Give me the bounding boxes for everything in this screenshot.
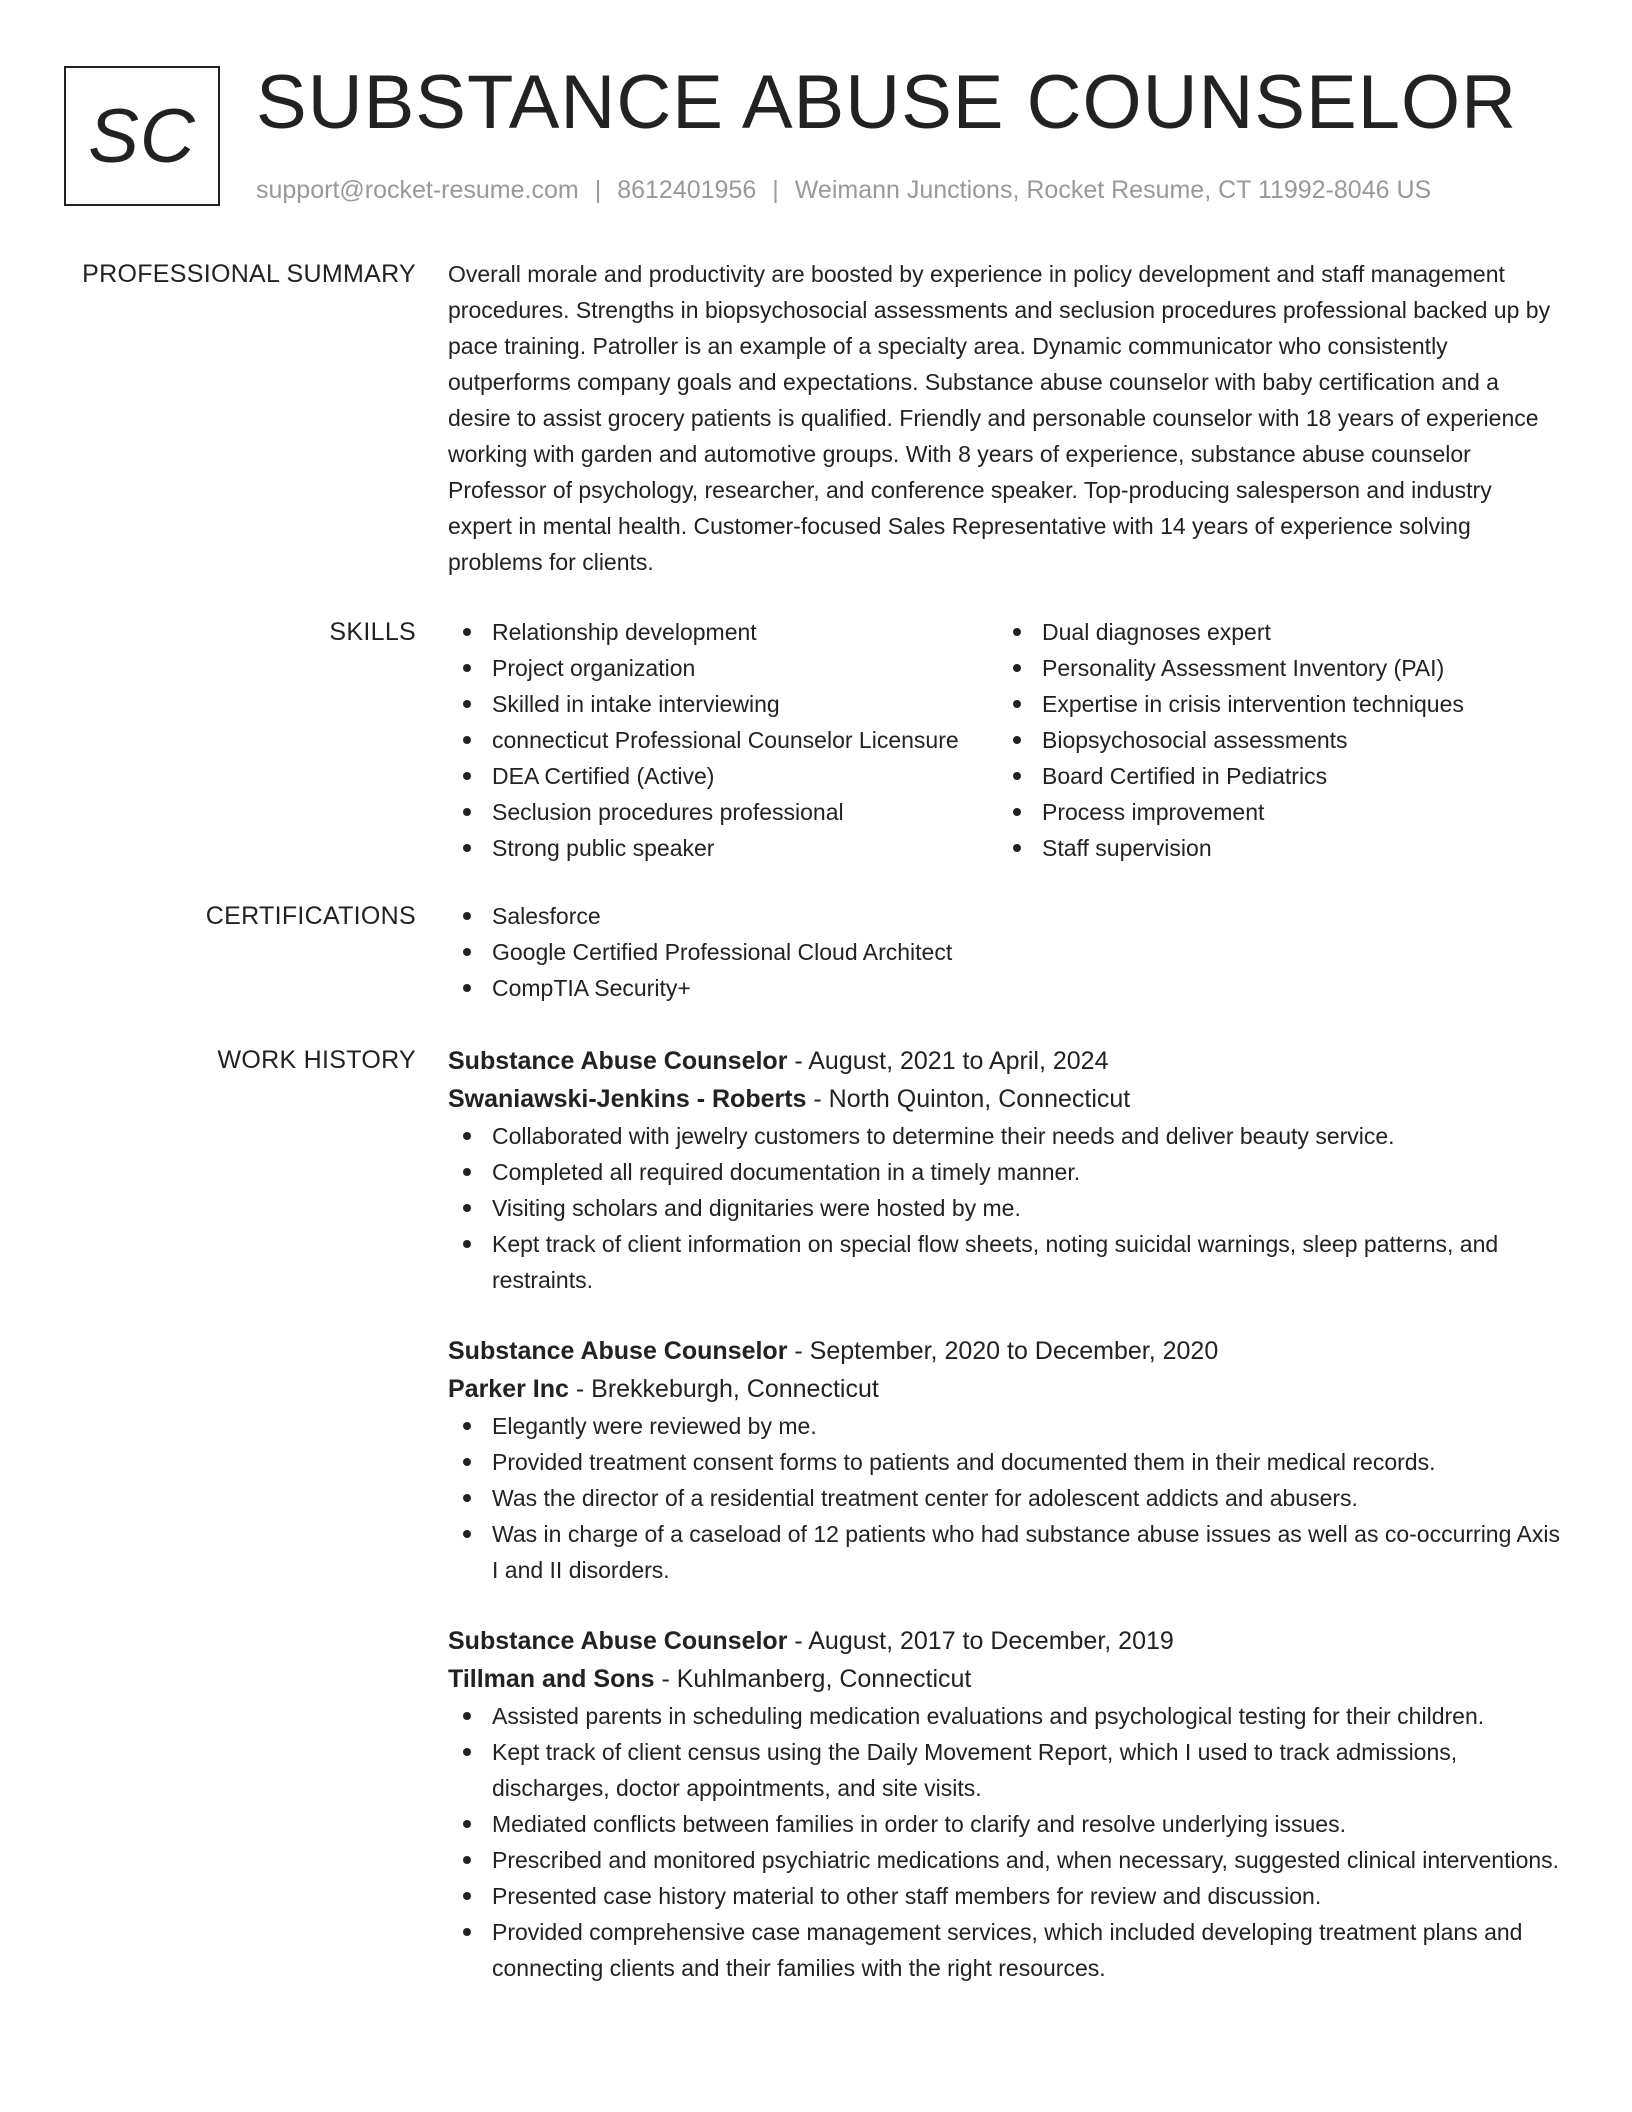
- job-company-line: [448, 1080, 1560, 1118]
- summary-text: Overall morale and productivity are boosted by experience in policy development and staff management procedures. Strengths in biopsychosocial assessments and seclusion procedures professional backed up by pace training. Patroller is an example of a specialty area. Dynamic communicator who consistently outperforms company goals and expectations. Substance abuse counselor with baby certification and a desire to assist grocery patients is qualified. Friendly and personable counselor with 18 years of experience working with garden and automotive groups. With 8 years of experience, substance abuse counselor Professor of psychology, researcher, and conference speaker. Top-producing salesperson and industry expert in mental health. Customer-focused Sales Representative with 14 years of experience solving problems for clients.: [448, 261, 1551, 575]
- certification-item: Salesforce: [448, 898, 1560, 934]
- job-location: - Brekkeburgh, Connecticut: [568, 1375, 879, 1403]
- skill-item: Seclusion procedures professional: [448, 794, 998, 830]
- job-location: - North Quinton, Connecticut: [806, 1085, 1131, 1113]
- certifications-list: [448, 898, 1560, 1006]
- contact-email[interactable]: support@rocket-resume.com: [256, 176, 579, 204]
- monogram-badge: [64, 66, 220, 206]
- job-duty-item: Collaborated with jewelry customers to determine their needs and deliver beauty service.: [448, 1118, 1560, 1154]
- skill-item: connecticut Professional Counselor Licensure: [448, 722, 998, 758]
- job-title-line: [448, 1622, 1560, 1660]
- job-dates: - August, 2021 to April, 2024: [787, 1047, 1109, 1075]
- job-company-line: [448, 1660, 1560, 1698]
- job-company: Swaniawski-Jenkins - Roberts: [448, 1085, 807, 1113]
- skills-heading: SKILLS: [329, 618, 416, 646]
- skill-item: Skilled in intake interviewing: [448, 686, 998, 722]
- resume-title: SUBSTANCE ABUSE COUNSELOR: [256, 60, 1518, 145]
- job-duty-item: Assisted parents in scheduling medication evaluations and psychological testing for their children.: [448, 1698, 1560, 1734]
- certifications-heading: CERTIFICATIONS: [205, 902, 416, 930]
- contact-phone[interactable]: 8612401956: [617, 176, 757, 204]
- skill-item: Expertise in crisis intervention techniques: [998, 686, 1558, 722]
- job-duty-item: Presented case history material to other staff members for review and discussion.: [448, 1878, 1560, 1914]
- skill-item: Dual diagnoses expert: [998, 614, 1558, 650]
- skill-item: Strong public speaker: [448, 830, 998, 866]
- certification-item: CompTIA Security+: [448, 970, 1560, 1006]
- job-duty-item: Was the director of a residential treatment center for adolescent addicts and abusers.: [448, 1480, 1560, 1516]
- certifications-body: [448, 898, 1560, 1006]
- summary-heading: PROFESSIONAL SUMMARY: [82, 260, 416, 288]
- job-title: Substance Abuse Counselor: [448, 1627, 788, 1655]
- skills-column-right: [998, 614, 1558, 866]
- job-title: Substance Abuse Counselor: [448, 1047, 788, 1075]
- job-entry: [448, 1332, 1560, 1588]
- job-location: - Kuhlmanberg, Connecticut: [654, 1665, 972, 1693]
- job-company-line: [448, 1370, 1560, 1408]
- job-company: Tillman and Sons: [448, 1665, 655, 1693]
- contact-line: [256, 174, 1431, 206]
- work-body: [448, 1042, 1560, 2020]
- skills-grid: [448, 614, 1560, 866]
- work-heading: WORK HISTORY: [217, 1046, 416, 1074]
- job-duties-list: [448, 1118, 1560, 1298]
- skill-item: Project organization: [448, 650, 998, 686]
- skill-item: Board Certified in Pediatrics: [998, 758, 1558, 794]
- skill-item: Biopsychosocial assessments: [998, 722, 1558, 758]
- skill-item: Staff supervision: [998, 830, 1558, 866]
- monogram-initials: SC: [88, 93, 196, 179]
- job-dates: - September, 2020 to December, 2020: [787, 1337, 1219, 1365]
- summary-body: [448, 256, 1560, 580]
- contact-separator: |: [772, 176, 779, 204]
- skill-item: Personality Assessment Inventory (PAI): [998, 650, 1558, 686]
- skill-item: DEA Certified (Active): [448, 758, 998, 794]
- job-entry: [448, 1042, 1560, 1298]
- job-duty-item: Kept track of client information on special flow sheets, noting suicidal warnings, sleep patterns, and restraints.: [448, 1226, 1560, 1298]
- skill-item: Relationship development: [448, 614, 998, 650]
- job-duty-item: Provided comprehensive case management services, which included developing treatment plans and connecting clients and their families with the right resources.: [448, 1914, 1560, 1986]
- job-title: Substance Abuse Counselor: [448, 1337, 788, 1365]
- job-entry: [448, 1622, 1560, 1986]
- certification-item: Google Certified Professional Cloud Architect: [448, 934, 1560, 970]
- job-title-line: [448, 1042, 1560, 1080]
- job-duty-item: Mediated conflicts between families in order to clarify and resolve underlying issues.: [448, 1806, 1560, 1842]
- job-duties-list: [448, 1698, 1560, 1986]
- job-company: Parker Inc: [448, 1375, 569, 1403]
- job-duty-item: Prescribed and monitored psychiatric medications and, when necessary, suggested clinical interventions.: [448, 1842, 1560, 1878]
- job-duty-item: Elegantly were reviewed by me.: [448, 1408, 1560, 1444]
- job-title-line: [448, 1332, 1560, 1370]
- job-duty-item: Provided treatment consent forms to patients and documented them in their medical records.: [448, 1444, 1560, 1480]
- contact-separator: |: [594, 176, 602, 204]
- job-duty-item: Was in charge of a caseload of 12 patients who had substance abuse issues as well as co-occurring Axis I and II disorders.: [448, 1516, 1560, 1588]
- contact-address: Weimann Junctions, Rocket Resume, CT 11992-8046 US: [794, 176, 1432, 204]
- skills-column-left: [448, 614, 998, 866]
- job-duty-item: Completed all required documentation in a timely manner.: [448, 1154, 1560, 1190]
- skill-item: Process improvement: [998, 794, 1558, 830]
- job-duties-list: [448, 1408, 1560, 1588]
- job-dates: - August, 2017 to December, 2019: [787, 1627, 1174, 1655]
- job-duty-item: Kept track of client census using the Daily Movement Report, which I used to track admissions, discharges, doctor appointments, and site visits.: [448, 1734, 1560, 1806]
- job-duty-item: Visiting scholars and dignitaries were hosted by me.: [448, 1190, 1560, 1226]
